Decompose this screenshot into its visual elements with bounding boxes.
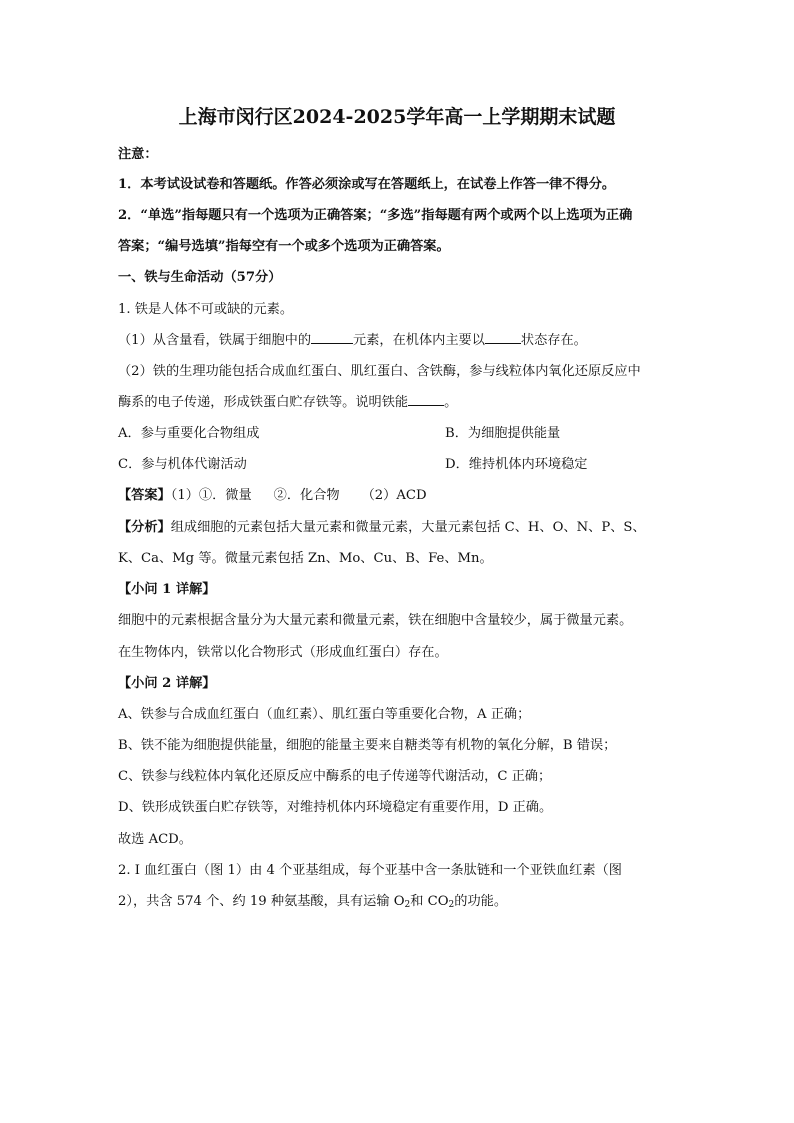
notice-item-2-line-1: 2．“单选”指每题只有一个选项为正确答案；“多选”指每题有两个或两个以上选项为正确 [118, 208, 633, 223]
q2-text-a: 2），共含 574 个、约 19 种氨基酸，具有运输 O [118, 894, 405, 909]
notice-heading: 注意： [118, 147, 158, 162]
answer-blank-3 [408, 393, 444, 406]
sub-question-1-heading: 【小问 1 详解】 [118, 582, 216, 597]
q1-analysis-line-2: K、Ca、Mg 等。微量元素包括 Zn、Mo、Cu、B、Fe、Mn。 [118, 551, 493, 566]
q1-option-c: C．参与机体代谢活动 [118, 457, 247, 472]
q1-analysis-line-1 [118, 518, 646, 538]
q1-part-1 [118, 331, 587, 351]
q1-part-1-text-b: 元素，在机体内主要以 [353, 333, 485, 348]
subscript-2: 2 [404, 900, 411, 910]
answer-blank-1 [311, 331, 353, 344]
q2-line-2 [118, 892, 507, 912]
analysis-text-1: 组成细胞的元素包括大量元素和微量元素，大量元素包括 C、H、O、N、P、S、 [170, 520, 646, 535]
page-title: 上海市闵行区2024-2025学年高一上学期期末试题 [178, 106, 616, 128]
sub-question-2-option-a: A、铁参与合成血红蛋白（血红素）、肌红蛋白等重要化合物，A 正确； [118, 707, 531, 722]
q1-part-2-text-b: 。 [444, 395, 458, 410]
q1-option-a: A．参与重要化合物组成 [118, 426, 260, 441]
sub-question-2-option-d: D、铁形成铁蛋白贮存铁等，对维持机体内环境稳定有重要作用，D 正确。 [118, 800, 553, 815]
q1-part-2-text-a: 酶系的电子传递，形成铁蛋白贮存铁等。说明铁能 [118, 395, 409, 410]
answer-part-2: ②．化合物 [273, 488, 340, 503]
q1-answer [118, 486, 427, 506]
sub-question-2-option-c: C、铁参与线粒体内氧化还原反应中酶系的电子传递等代谢活动，C 正确； [118, 769, 552, 784]
notice-item-1: 1．本考试设试卷和答题纸。作答必须涂或写在答题纸上，在试卷上作答一律不得分。 [118, 177, 616, 192]
q1-part-1-text-c: 状态存在。 [520, 333, 587, 348]
answer-blank-2 [485, 331, 521, 344]
sub-question-2-heading: 【小问 2 详解】 [118, 676, 216, 691]
q2-text-c: 的功能。 [454, 894, 508, 909]
q1-part-1-text-a: （1）从含量看，铁属于细胞中的 [118, 333, 312, 348]
q2-text-b: 和 CO [410, 894, 449, 909]
q1-part-2-line-1: （2）铁的生理功能包括合成血红蛋白、肌红蛋白、含铁酶，参与线粒体内氧化还原反应中 [118, 364, 641, 379]
section-1-heading: 一、铁与生命活动（57分） [118, 270, 282, 285]
q1-option-b: B．为细胞提供能量 [445, 426, 561, 441]
answer-part-1: （1）①．微量 [170, 488, 252, 503]
sub-question-2-option-b: B、铁不能为细胞提供能量，细胞的能量主要来自糖类等有机物的氧化分解，B 错误； [118, 738, 617, 753]
sub-question-1-line-1: 细胞中的元素根据含量分为大量元素和微量元素，铁在细胞中含量较少，属于微量元素。 [118, 613, 633, 628]
notice-item-2-line-2: 答案；“编号选填”指每空有一个或多个选项为正确答案。 [118, 239, 450, 254]
answer-part-3: （2）ACD [361, 488, 427, 503]
q1-stem: 1. 铁是人体不可或缺的元素。 [118, 302, 294, 317]
subscript-2: 2 [448, 900, 455, 910]
q1-option-d: D．维持机体内环境稳定 [445, 457, 588, 472]
q1-part-2-line-2 [118, 393, 457, 413]
q2-line-1: 2. I 血红蛋白（图 1）由 4 个亚基组成，每个亚基中含一条肽链和一个亚铁血红素（图 [118, 863, 622, 878]
analysis-label: 【分析】 [118, 520, 171, 535]
sub-question-1-line-2: 在生物体内，铁常以化合物形式（形成血红蛋白）存在。 [118, 645, 448, 660]
q1-conclusion: 故选 ACD。 [118, 832, 192, 847]
answer-label: 【答案】 [118, 488, 171, 503]
